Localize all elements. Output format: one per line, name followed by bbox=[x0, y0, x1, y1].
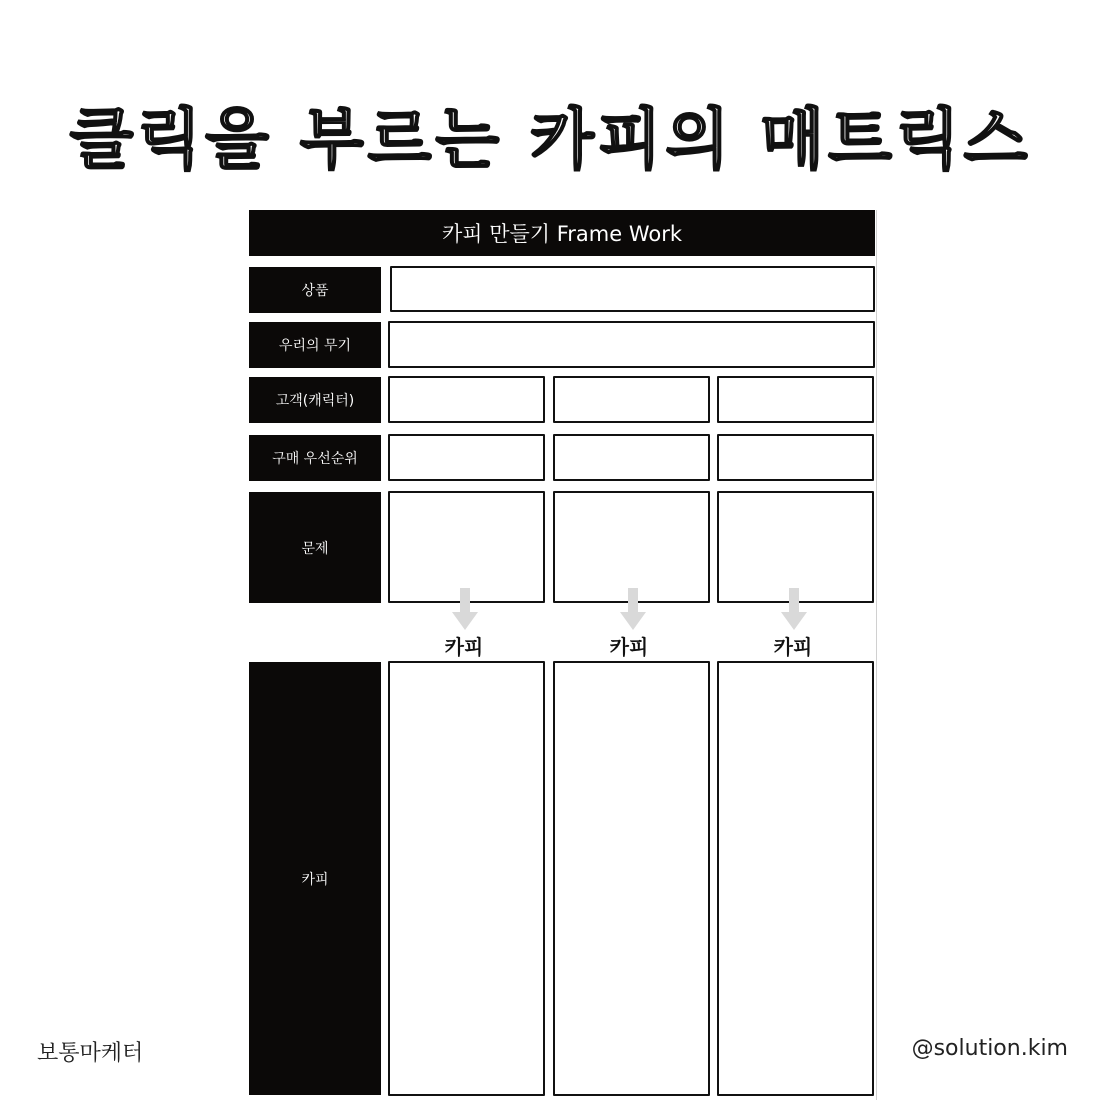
copy-box-2[interactable] bbox=[553, 661, 710, 1096]
page-title: 클릭을 부르는 카피의 매트릭스 bbox=[69, 101, 1032, 178]
frame-header: 카피 만들기 Frame Work bbox=[249, 210, 875, 256]
copy-box-3[interactable] bbox=[717, 661, 874, 1096]
row-label-product: 상품 bbox=[249, 267, 381, 313]
footer-brand: 보통마케터 bbox=[37, 1041, 144, 1066]
product-input-box[interactable] bbox=[390, 266, 875, 312]
customer-box-2[interactable] bbox=[553, 376, 710, 423]
weapon-input-box[interactable] bbox=[388, 321, 875, 368]
frame-edge bbox=[876, 210, 877, 1100]
priority-box-1[interactable] bbox=[388, 434, 545, 481]
copy-column-heading: 카피 bbox=[444, 635, 484, 659]
copy-box-1[interactable] bbox=[388, 661, 545, 1096]
row-label-copy: 카피 bbox=[249, 662, 381, 1095]
arrow-down-icon bbox=[620, 588, 646, 630]
row-label-problem: 문제 bbox=[249, 492, 381, 603]
copy-column-heading: 카피 bbox=[609, 635, 649, 659]
footer-handle: @solution.kim bbox=[911, 1036, 1068, 1061]
problem-box-1[interactable] bbox=[388, 491, 545, 603]
copy-column-heading: 카피 bbox=[773, 635, 813, 659]
row-label-weapon: 우리의 무기 bbox=[249, 322, 381, 368]
row-label-priority: 구매 우선순위 bbox=[249, 435, 381, 481]
priority-box-2[interactable] bbox=[553, 434, 710, 481]
arrow-down-icon bbox=[452, 588, 478, 630]
customer-box-1[interactable] bbox=[388, 376, 545, 423]
arrow-down-icon bbox=[781, 588, 807, 630]
problem-box-2[interactable] bbox=[553, 491, 710, 603]
problem-box-3[interactable] bbox=[717, 491, 874, 603]
priority-box-3[interactable] bbox=[717, 434, 874, 481]
customer-box-3[interactable] bbox=[717, 376, 874, 423]
row-label-customer: 고객(캐릭터) bbox=[249, 377, 381, 423]
